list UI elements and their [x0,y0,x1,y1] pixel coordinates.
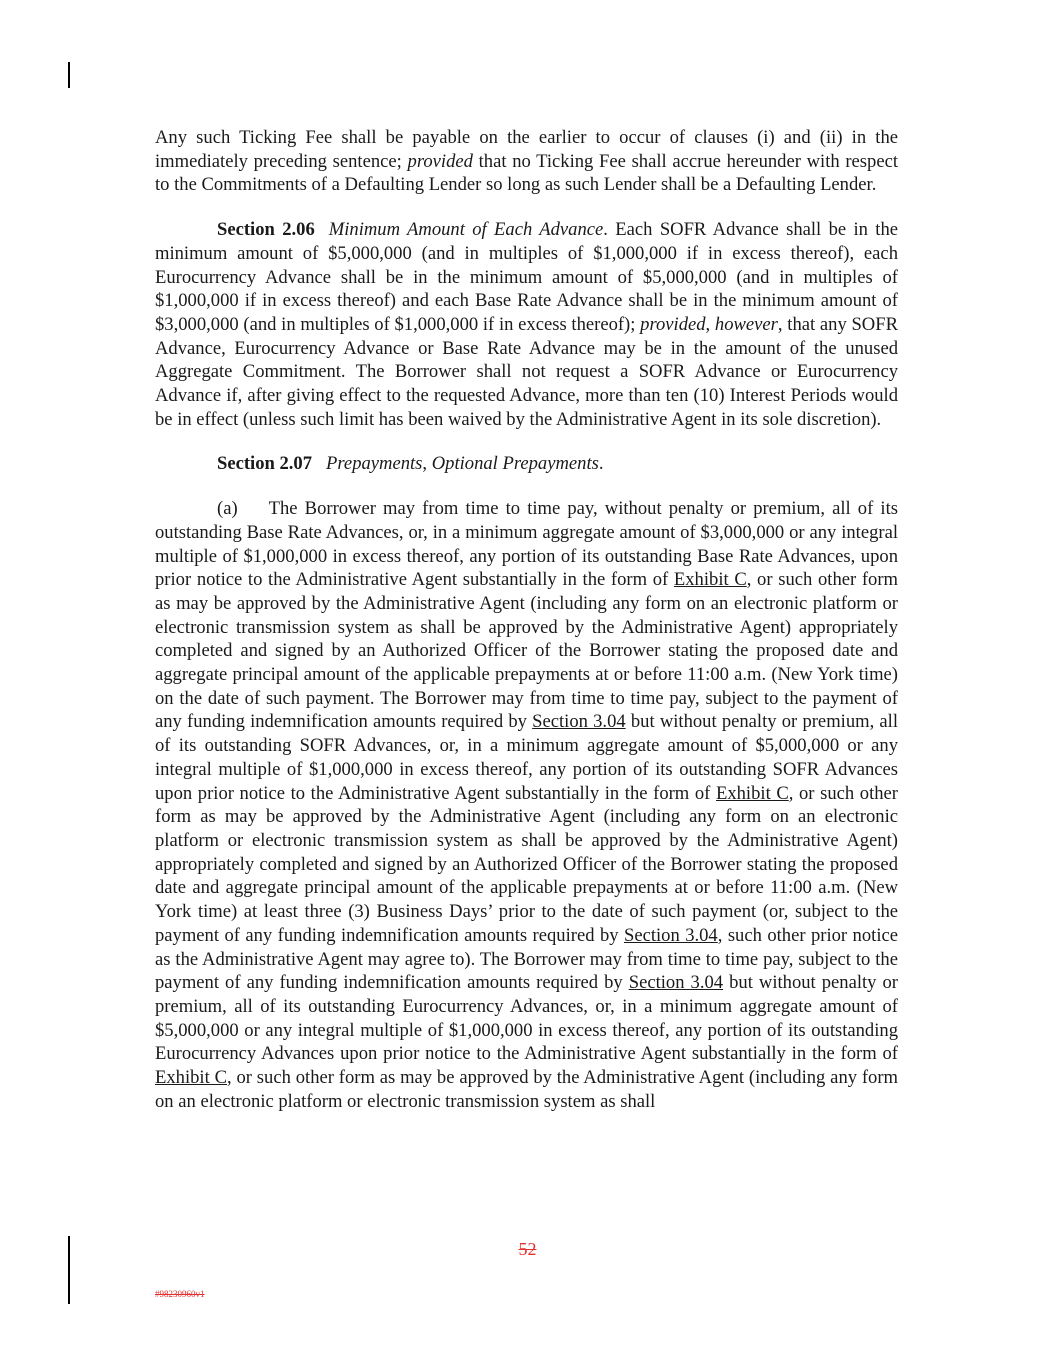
section-2-06-title: Minimum Amount of Each Advance [328,219,604,241]
clause-a-paragraph: (a) The Borrower may from time to time pay, without penalty or premium, all of its outstanding Base Rate Advances, or, in a minimum aggregate amount of $3,000,000 or any integral multiple of $1,000,000 in excess thereof, any portion of its outstanding Base Rate Advances, upon prior notice to the Administrative Agent substantially in the form of Exhibit C, or such other form as may be approved by the Administrative Agent (including any form on an electronic platform or electronic transmission system as shall be approved by the Administrative Agent) appropriately completed and signed by an Authorized Officer of the Borrower stating the proposed date and aggregate principal amount of the applicable prepayments at or before 11:00 a.m. (New York time) on the date of such payment. The Borrower may from time to time pay, subject to the payment of any funding indemnification amounts required by Section 3.04 but without penalty or premium, all of its outstanding SOFR Advances, or, in a minimum aggregate amount of $5,000,000 or any integral multiple of $1,000,000 in excess thereof, any portion of its outstanding SOFR Advances upon prior notice to the Administrative Agent substantially in the form of Exhibit C, or such other form as may be approved by the Administrative Agent (including any form on an electronic platform or electronic transmission system as shall be approved by the Administrative Agent) appropriately completed and signed by an Authorized Officer of the Borrower stating the proposed date and aggregate principal amount of the applicable prepayments at or before 11:00 a.m. (New York time) at least three (3) Business Days’ prior to the date of such payment (or, subject to the payment of any funding indemnification amounts required by Section 3.04, such other prior notice as the Administrative Agent may agree to). The Borrower may from time to time pay, subject to the payment of any funding indemnification amounts required by Section 3.04 but without penalty or premium, all of its outstanding Eurocurrency Advances, or, in a minimum aggregate amount of $5,000,000 or any integral multiple of $1,000,000 in excess thereof, any portion of its outstanding Eurocurrency Advances upon prior notice to the Administrative Agent substantially in the form of Exhibit C, or such other form as may be approved by the Administrative Agent (including any form on an electronic platform or electronic transmission system as shall [155,498,899,1112]
section-3-04-link[interactable]: Section 3.04 [532,711,626,733]
section-2-07-number: Section 2.07 [217,453,313,475]
document-id: #98230960v1 [155,1289,205,1299]
section-2-07-title-b: Optional Prepayments [431,453,599,475]
exhibit-c-link[interactable]: Exhibit C [715,782,789,804]
section-3-04-link[interactable]: Section 3.04 [623,924,718,946]
section-2-07-title-a: Prepayments [326,453,423,475]
exhibit-c-link[interactable]: Exhibit C [155,1067,227,1089]
section-2-06-paragraph: Section 2.06 Minimum Amount of Each Advance. Each SOFR Advance shall be in the minimum amount of $5,000,000 (and in multiples of $1,000,000 if in excess thereof), each Eurocurrency Advance shall be in the minimum amount of $5,000,000 (and in multiples of $1,000,000 if in excess thereof) and each Base Rate Advance shall be in the minimum amount of $3,000,000 (and in multiples of $1,000,000 if in excess thereof); provided, however, that any SOFR Advance, Eurocurrency Advance or Base Rate Advance may be in the amount of the unused Aggregate Commitment. The Borrower shall not request a SOFR Advance or Eurocurrency Advance if, after giving effect to the requested Advance, more than ten (10) Interest Periods would be in effect (unless such limit has been waived by the Administrative Agent in its sole discretion). [155,219,899,430]
clause-a-label: (a) [217,498,238,520]
page-number: 52 [518,1239,537,1259]
section-2-06-number: Section 2.06 [217,219,315,241]
section-2-07-heading: Section 2.07 Prepayments, Optional Prepayments. [217,453,604,475]
section-3-04-link[interactable]: Section 3.04 [628,972,724,994]
continuation-paragraph: Any such Ticking Fee shall be payable on the earlier to occur of clauses (i) and (ii) in the immediately preceding sentence; provided that no Ticking Fee shall accrue hereunder with respect to the Commitments of a Defaulting Lender so long as such Lender shall be a Defaulting Lender. [155,127,898,196]
change-bar-top [68,62,70,88]
page-body [155,126,898,1134]
exhibit-c-link[interactable]: Exhibit C [673,569,747,591]
